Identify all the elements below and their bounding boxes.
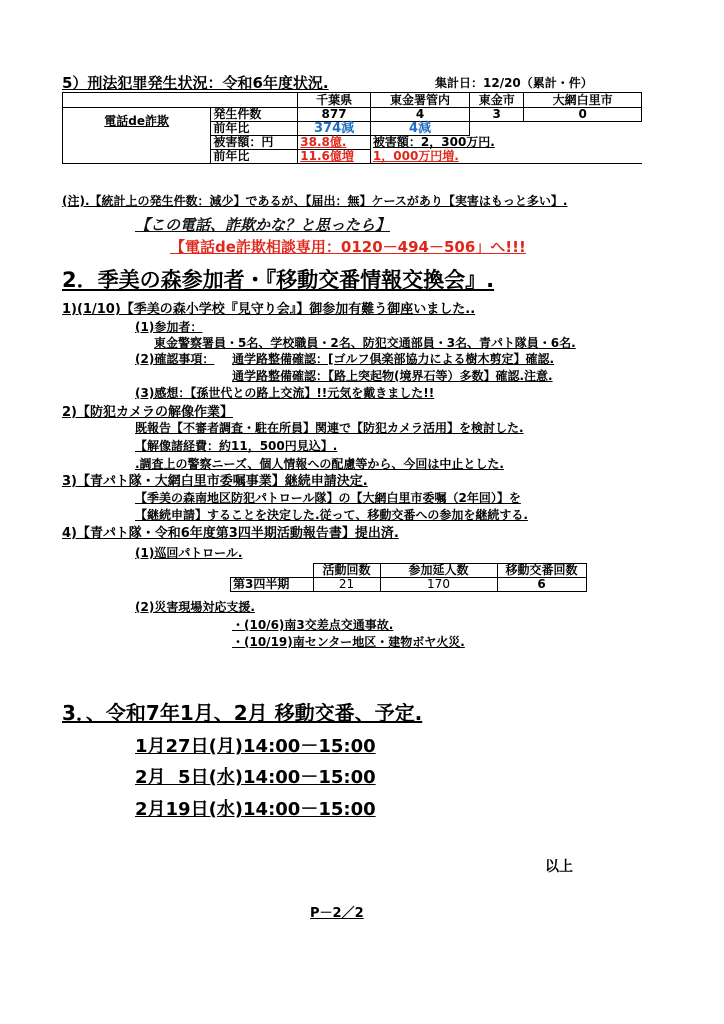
item2-line2: 【解像諸経費：約11，500円見込】.	[135, 439, 338, 453]
fraud-row-label: 電話de詐欺	[63, 108, 211, 136]
occ-city: 3	[470, 108, 524, 122]
patrol-header-activities: 活動回数	[313, 564, 380, 578]
item1-impression: (3)感想：【孫世代との路上交流】!!元気を戴きました!!	[135, 386, 435, 400]
occ-oamishirasato: 0	[524, 108, 642, 122]
disaster-label: (2)災害現場対応支援.	[135, 600, 255, 614]
section3-heading: 3．、令和7年1月、2月 移動交番、予定.	[62, 701, 423, 725]
collection-date: 集計日：12/20（累計・件）	[435, 76, 593, 90]
row-label-yoy-damage: 前年比	[211, 150, 298, 164]
occ-chiba: 877	[298, 108, 371, 122]
disaster-item2: ・(10/19)南センター地区・建物ボヤ火災.	[232, 635, 465, 649]
schedule-date-1: 1月27日(月)14:00－15:00	[135, 736, 376, 757]
patrol-label: (1)巡回パトロール.	[135, 546, 243, 560]
row-label-damage: 被害額：円	[211, 136, 298, 150]
header-oamishirasato: 大網白里市	[524, 93, 642, 108]
damage-district: 被害額：2，300万円.	[370, 136, 641, 150]
disaster-item1: ・(10/6)南3交差点交通事故.	[232, 618, 394, 632]
item3-line1: 【季美の森南地区防犯パトロール隊】の【大網白里市委嘱（2年回）】を	[135, 491, 521, 505]
patrol-header-mobile: 移動交番回数	[497, 564, 586, 578]
occ-district: 4	[370, 108, 469, 122]
item2-line1: 既報告【不審者調査・駐在所員】関連で【防犯カメラ活用】を検討した.	[135, 421, 524, 435]
label-spacer	[63, 136, 211, 164]
item4-title: 4)【青パト隊・令和6年度第3四半期活動報告書】提出済.	[62, 526, 399, 541]
page-number: P－2／2	[310, 906, 364, 921]
item3-line2: 【継続申請】することを決定した.従って、移動交番への参加を継続する.	[135, 508, 528, 522]
row-label-occurrences: 発生件数	[211, 108, 298, 122]
patrol-row-label: 第3四半期	[231, 578, 314, 592]
item1-sub1-label: (1)参加者：	[135, 320, 203, 334]
row-label-yoy: 前年比	[211, 122, 298, 136]
patrol-table	[230, 563, 587, 592]
callout-hotline: 【電話de詐欺相談専用：0120－494－506」へ!!!	[170, 238, 526, 256]
item2-line3: .調査上の警察ニーズ、個人情報への配慮等から、今回は中止とした.	[135, 457, 504, 471]
callout-question: 【この電話、詐欺かな？と思ったら】	[135, 216, 391, 234]
section5-title: 5）刑法犯罪発生状況：令和6年度状況.	[62, 74, 329, 92]
item1-check1: 通学路整備確認：[ゴルフ倶楽部協力による樹木剪定】確認.	[232, 352, 555, 366]
header-chiba: 千葉県	[298, 93, 371, 108]
schedule-date-3: 2月19日(水)14:00－15:00	[135, 799, 376, 820]
item1-title: 1)(1/10)【季美の森小学校『見守り会』】御参加有難う御座いました..	[62, 302, 476, 317]
schedule-date-2: 2月 5日(水)14:00－15:00	[135, 767, 376, 788]
item1-participants: 東金警察署員・5名、学校職員・2名、防犯交通部員・3名、青パト隊員・6名.	[154, 336, 576, 350]
patrol-participants: 170	[380, 578, 497, 592]
closing-text: 以上	[545, 859, 573, 875]
section2-heading: 2．季美の森参加者・『移動交番情報交換会』.	[62, 268, 495, 292]
damage-yoy-chiba: 11.6億増	[298, 150, 371, 164]
yoy-district: 4減	[370, 122, 469, 136]
damage-chiba: 38.8億.	[298, 136, 371, 150]
item1-sub2-label: (2)確認事項：	[135, 352, 215, 366]
empty-cell	[470, 122, 642, 136]
crime-stats-table	[62, 92, 642, 164]
yoy-chiba: 374減	[298, 122, 371, 136]
damage-yoy-district: 1，000万円増.	[370, 150, 641, 164]
blank-header-cell	[63, 93, 298, 108]
item1-check2: 通学路整備確認：【路上突起物(境界石等）多数】確認.注意.	[232, 369, 553, 383]
stats-note: (注).【統計上の発生件数：減少】であるが、【届出：無】ケースがあり【実害はもっと多い】.	[62, 194, 568, 208]
item3-title: 3)【青パト隊・大網白里市委嘱事業】継続申請決定.	[62, 474, 368, 489]
patrol-blank-cell	[231, 564, 314, 578]
patrol-mobile: 6	[497, 578, 586, 592]
patrol-activities: 21	[313, 578, 380, 592]
patrol-header-participants: 参加延人数	[380, 564, 497, 578]
header-togane-city: 東金市	[470, 93, 524, 108]
item2-title: 2)【防犯カメラの解像作業】	[62, 405, 233, 420]
header-togane-district: 東金署管内	[370, 93, 469, 108]
